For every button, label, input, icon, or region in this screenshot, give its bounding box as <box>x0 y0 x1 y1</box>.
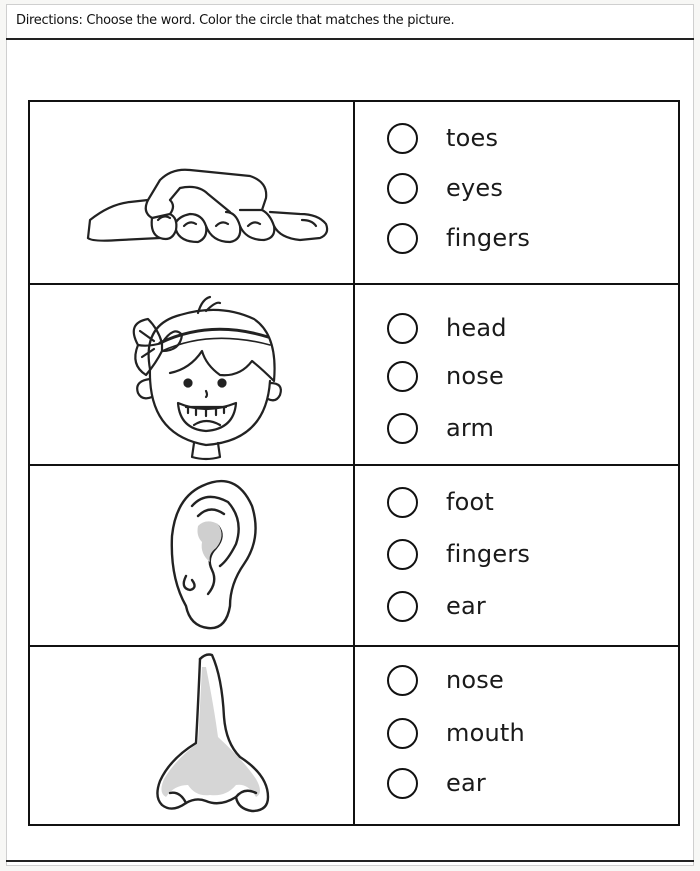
answer-circle[interactable] <box>387 591 418 622</box>
fingers-icon <box>30 102 353 283</box>
option-fingers[interactable] <box>387 218 647 258</box>
head-icon <box>30 285 353 464</box>
option-label: mouth <box>446 719 525 747</box>
picture-cell-1 <box>30 102 355 283</box>
question-row-4 <box>30 645 678 824</box>
answer-circle[interactable] <box>387 413 418 444</box>
option-ear-2[interactable] <box>387 763 647 803</box>
option-label: ear <box>446 592 486 620</box>
option-label: fingers <box>446 224 531 252</box>
options-cell-3 <box>355 466 678 645</box>
question-row-3 <box>30 464 678 645</box>
question-row-2 <box>30 283 678 464</box>
option-label: head <box>446 314 507 342</box>
answer-circle[interactable] <box>387 173 418 204</box>
option-label: nose <box>446 362 504 390</box>
option-arm[interactable] <box>387 408 647 448</box>
options-cell-4 <box>355 647 678 824</box>
option-label: ear <box>446 769 486 797</box>
option-eyes[interactable] <box>387 168 647 208</box>
bottom-rule <box>6 860 694 862</box>
option-label: fingers <box>446 540 531 568</box>
option-label: eyes <box>446 174 504 202</box>
option-head[interactable] <box>387 308 647 348</box>
answer-circle[interactable] <box>387 487 418 518</box>
answer-circle[interactable] <box>387 768 418 799</box>
ear-icon <box>30 466 353 645</box>
option-label: arm <box>446 414 495 442</box>
option-fingers-2[interactable] <box>387 534 647 574</box>
directions-text: Directions: Choose the word. Color the circle that matches the picture. <box>16 13 455 28</box>
options-cell-2 <box>355 285 678 464</box>
answer-circle[interactable] <box>387 123 418 154</box>
option-label: foot <box>446 488 495 516</box>
answer-circle[interactable] <box>387 665 418 696</box>
directions-bar <box>6 4 694 40</box>
option-label: toes <box>446 124 499 152</box>
picture-cell-4 <box>30 647 355 824</box>
answer-circle[interactable] <box>387 361 418 392</box>
option-foot[interactable] <box>387 482 647 522</box>
answer-circle[interactable] <box>387 539 418 570</box>
answer-circle[interactable] <box>387 718 418 749</box>
picture-cell-2 <box>30 285 355 464</box>
answer-circle[interactable] <box>387 313 418 344</box>
option-nose[interactable] <box>387 356 647 396</box>
options-cell-1 <box>355 102 678 283</box>
option-ear[interactable] <box>387 586 647 626</box>
picture-cell-3 <box>30 466 355 645</box>
matching-grid <box>28 100 680 826</box>
question-row-1 <box>30 102 678 283</box>
option-toes[interactable] <box>387 118 647 158</box>
option-label: nose <box>446 666 504 694</box>
nose-icon <box>30 647 353 824</box>
option-nose-2[interactable] <box>387 660 647 700</box>
option-mouth[interactable] <box>387 713 647 753</box>
answer-circle[interactable] <box>387 223 418 254</box>
